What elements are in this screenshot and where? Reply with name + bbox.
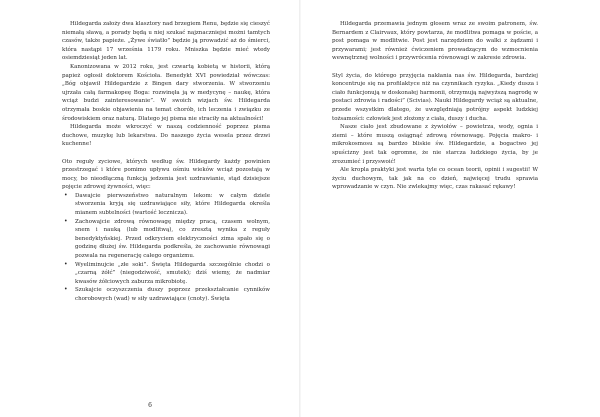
rules-list bbox=[62, 192, 270, 304]
right-paragraph-2: Styl życia, do którego przyjęcia nakłania nas św. Hildegarda, bardziej koncentruje się na profilaktyce niż na czynnikach ryzyka. „Kiedy dusza i ciało funkcjonują w doskonałej harmonii, otrzymują najwyższą nagrodę w postaci zdrowia i radości” (Scivias). Nauki Hildegardy wciąż są aktualne, przede wszystkim dlatego, że uwzględniają potrójny aspekt ludzkiej tożsamości: człowiek jest złożony z ciała, duszy i ducha. bbox=[332, 72, 538, 122]
left-paragraph-4: Oto reguły zyciowe, których według św. Hildegardy każdy powinien przestrzegać i które pomimo upływu ośmiu wieków wciąż pozostają w mocy, bo nieodłączną funkcją jedzenia jest uzdrawianie, stąd dzisiejsze pojęcie zdrowej żywności, więc: bbox=[62, 158, 270, 191]
paragraph-gap bbox=[332, 63, 538, 72]
paragraph-gap bbox=[62, 149, 270, 158]
right-paragraph-4: Ale kropla praktyki jest warta tyle co ocean teorii, opinii i sugestii! W życiu duchowym, tak jak na co dzień, najwięcej trudu sprawia wprowadzanie w czyn. Nie zwlekajmy więc, czas rakasać rękawy! bbox=[332, 167, 538, 191]
rules-list-item: • Dawajcie pierwszeństwo naturalnym lekom: w całym dziele stworzenia kryją się uzdrawiające siły, które Hildegarda określa mianem subtelności (wartość lecznicza). bbox=[71, 192, 270, 218]
page-number: 6 bbox=[148, 402, 152, 409]
right-paragraph-1: Hildegarda przemawia jednym głosem wraz ze swoim patronem, św. Bernardem z Clairvaux, który powtarza, że modlitwa pomaga w poście, a post pomaga w modlitwie. Post jest narzędziem do walki z żądzami i przywarami; jest również ćwiczeniem prowadzącym do wzmocnienia wewnętrznej wolności i przywrócenia równowagi w zakresie zdrowia. bbox=[332, 21, 538, 62]
left-paragraph-1: Hildegarda założy dwa klasztory nad brzegiem Renu, będzie się cieszyć niemałą sławą, a porady będą u niej szukać najznaczniejsi możni tamtych czasów, także papieże. „Żywe światło” będzie ją prowadzić aż do śmierci, która nastąpi 17 września 1179 roku. Mniszka będzie mieć wtedy osiemdziesiąt jeden lat. bbox=[62, 21, 270, 62]
right-page bbox=[300, 0, 600, 417]
right-paragraph-3: Nasze ciało jest zbudowane z żywiołów – powietrza, wody, ognia i ziemi – które muszą osiągnąć zdrową równowagę. Pojęcia makro- i mikrokosmosu są bardzo bliskie św. Hildegardzie, a bogactwo jej spuścizny jest tak ogromne, że nie starcza ludzkiego życia, by je zrozumieć i przyswoić! bbox=[332, 124, 538, 165]
rules-list-item: • Szukajcie oczyszczenia duszy poprzez przekształcanie cynników chorobowych (wad) w siły uzdrawiające (cnoty). Święta bbox=[71, 286, 270, 303]
left-paragraph-3: Hildegarda może wkroczyć w naszą codzienność poprzez pisma duchowe, muzykę lub lekarstwa. Do naszego życia wesela przez drzwi kuchenne! bbox=[62, 124, 270, 148]
left-paragraph-2: Kanonizowana w 2012 roku, jest czwartą kobietą w historii, którą papież ogłosił doktorem Kościoła. Benedykt XVI powiedział wówczas: „Bóg objawił Hildegardzie z Bingen dary stworzenia. W stworzeniu ujrzała całą farmakopeę Boga: rozwinęła ją w medycynę – naukę, która wciąż budzi zainteresowanie”. W swoich wizjach św. Hildegarda otrzymała boskie objawienia na temat chorób, ich leczenia i związku ze środowiskiem oraz naturą. Dlatego jej pisma nie straciły na aktualności! bbox=[62, 63, 270, 122]
rules-list-item: • Zachowajcie zdrową równowagę między pracą, czasem wolnym, snem i nauką (lub modlitwą), co zresztą wynika z reguły benedyktyńskiej. Przed odkryciem elektryczności zima spało się o godzinę dłużej św. Hildegarda podkreśla, że zachowanie równowagi pozwala na regenerację całego organizmu. bbox=[71, 218, 270, 261]
rules-list-item: • Wyeliminujcie „złe soki”. Święta Hildegarda szczególnie chodzi o „czarną żółć” (niegodziwość, smutek); dziś wiemy, że nadmiar kwasów żółciowych zaburza mikrobiotę. bbox=[71, 261, 270, 287]
